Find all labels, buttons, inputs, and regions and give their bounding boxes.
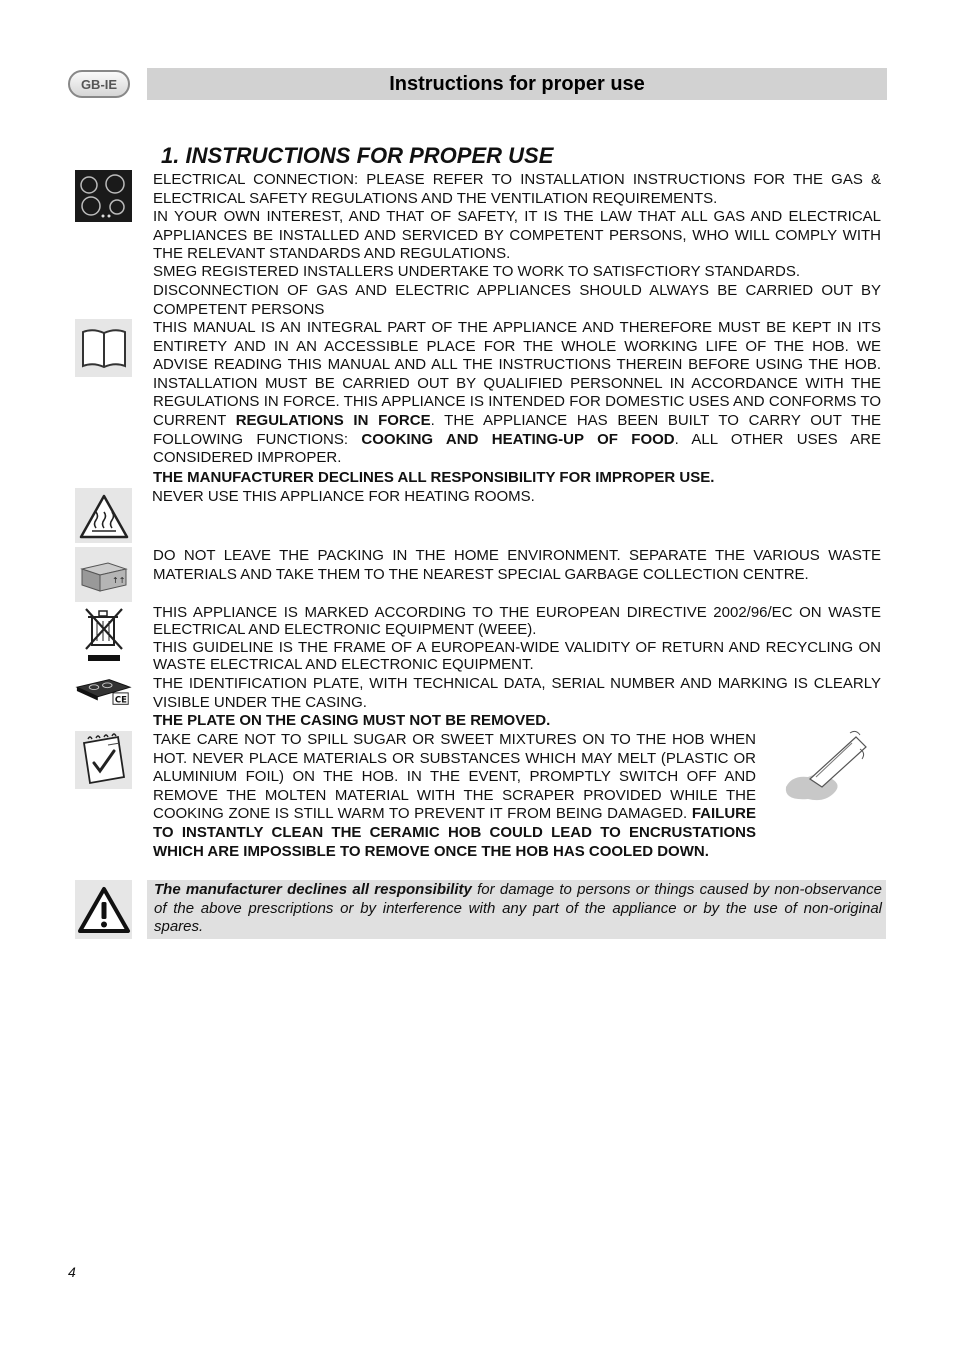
law-text: IN YOUR OWN INTEREST, AND THAT OF SAFETY, IT IS THE LAW THAT ALL GAS AND ELECTRICAL APPLIANCES BE INSTALLED AND SERVICED BY COMPETENT PERSONS, WHO WILL COMPLY WITH THE RELEVANT STANDARDS AND REGULATIONS. [153, 208, 881, 263]
section-title: 1. INSTRUCTIONS FOR PROPER USE [161, 143, 554, 168]
book-icon [75, 319, 132, 377]
header-title: Instructions for proper use [389, 72, 645, 95]
manual-text-bold2: COOKING AND HEATING-UP OF FOOD [361, 430, 675, 448]
manual-text-part1: THIS MANUAL IS AN INTEGRAL PART OF THE APPLIANCE AND THEREFORE MUST BE KEPT IN ITS ENTIRETY AND IN AN ACCESSIBLE PLACE FOR THE WHOLE WORKING LIFE OF THE HOB. WE ADVISE READING THIS MANUAL AND ALL THE INSTRUCTIONS THEREIN BEFORE USING THE HOB. INSTALLATION MUST BE CARRIED OUT BY QUALIFIED PERSONNEL IN ACCORDANCE WITH THE REGULATIONS IN FORCE. THIS APPLIANCE IS INTENDED FOR DOMESTIC USES AND CONFORMS TO CURRENT [153, 319, 881, 429]
care-text-bold: FAILURE TO INSTANTLY CLEAN THE CERAMIC HOB COULD LEAD TO ENCRUSTATIONS WHICH ARE IMPOSSIBLE TO REMOVE ONCE THE HOB HAS COOLED DOWN. [153, 805, 756, 860]
packing-box-icon [75, 547, 132, 602]
manufacturer-declines-text: THE MANUFACTURER DECLINES ALL RESPONSIBILITY FOR IMPROPER USE. [153, 469, 715, 486]
packing-text: DO NOT LEAVE THE PACKING IN THE HOME ENVIRONMENT. SEPARATE THE VARIOUS WASTE MATERIALS AND TAKE THEM TO THE NEAREST SPECIAL GARBAGE COLLECTION CENTRE. [153, 547, 881, 583]
guideline-text: THIS GUIDELINE IS THE FRAME OF A EUROPEAN-WIDE VALIDITY OF RETURN AND RECYCLING ON WASTE ELECTRICAL AND ELECTRONIC EQUIPMENT. [153, 639, 881, 673]
care-sugar-text [153, 731, 756, 861]
weee-text: THIS APPLIANCE IS MARKED ACCORDING TO THE EUROPEAN DIRECTIVE 2002/96/EC ON WASTE ELECTRICAL AND ELECTRONIC EQUIPMENT (WEEE). [153, 604, 881, 638]
warning-text [154, 881, 882, 937]
warning-text-bold: The manufacturer declines all responsibility [154, 881, 472, 898]
smeg-installers-text: SMEG REGISTERED INSTALLERS UNDERTAKE TO WORK TO SATISFCTIORY STANDARDS. [153, 263, 801, 280]
page-number: 4 [68, 1264, 76, 1280]
notepad-icon [75, 731, 132, 789]
page-header [147, 68, 887, 100]
heating-rooms-text: NEVER USE THIS APPLIANCE FOR HEATING ROOMS. [152, 488, 535, 505]
svg-text:↑↑: ↑↑ [111, 575, 125, 585]
manual-text-bold1: REGULATIONS IN FORCE [235, 411, 431, 429]
identification-plate-text: THE IDENTIFICATION PLATE, WITH TECHNICAL DATA, SERIAL NUMBER AND MARKING IS CLEARLY VISIBLE UNDER THE CASING. [153, 675, 881, 711]
hot-surface-icon [75, 488, 132, 543]
manual-text [153, 319, 881, 468]
manual-text-part3: . ALL OTHER USES ARE CONSIDERED IMPROPER. [153, 430, 881, 467]
plate-not-removed-text: THE PLATE ON THE CASING MUST NOT BE REMOVED. [153, 712, 551, 729]
manual-text-part2: . THE APPLIANCE HAS BEEN BUILT TO CARRY OUT THE FOLLOWING FUNCTIONS: [153, 411, 881, 448]
svg-text:CE: CE [114, 695, 128, 706]
warning-icon [75, 880, 132, 939]
weee-bin-icon [75, 604, 132, 663]
disconnection-text: DISCONNECTION OF GAS AND ELECTRIC APPLIANCES SHOULD ALWAYS BE CARRIED OUT BY COMPETENT PERSONS [153, 282, 881, 318]
hob-icon [75, 170, 132, 222]
language-badge: GB-IE [68, 70, 130, 98]
care-text-part1: TAKE CARE NOT TO SPILL SUGAR OR SWEET MIXTURES ON TO THE HOB WHEN HOT. NEVER PLACE MATERIALS OR SUBSTANCES WHICH MAY MELT (PLASTIC OR ALUMINIUM FOIL) ON THE HOB. IN THE EVENT, PROMPTLY SWITCH OFF AND REMOVE THE MOLTEN MATERIAL WITH THE SCRAPER PROVIDED WHILE THE COOKING ZONE IS STILL WARM TO PREVENT IT FROM BEING DAMAGED. [153, 731, 756, 823]
electrical-connection-text: ELECTRICAL CONNECTION: PLEASE REFER TO INSTALLATION INSTRUCTIONS FOR THE GAS & ELECTRICAL SAFETY REGULATIONS AND THE VENTILATION REQUIREMENTS. [153, 171, 881, 207]
id-plate-icon [75, 673, 132, 709]
warning-text-body: for damage to persons or things caused by non-observance of the above prescriptions or by interference with any part of the appliance or by the use of non-original spares. [154, 881, 882, 936]
scraper-icon [780, 727, 870, 809]
